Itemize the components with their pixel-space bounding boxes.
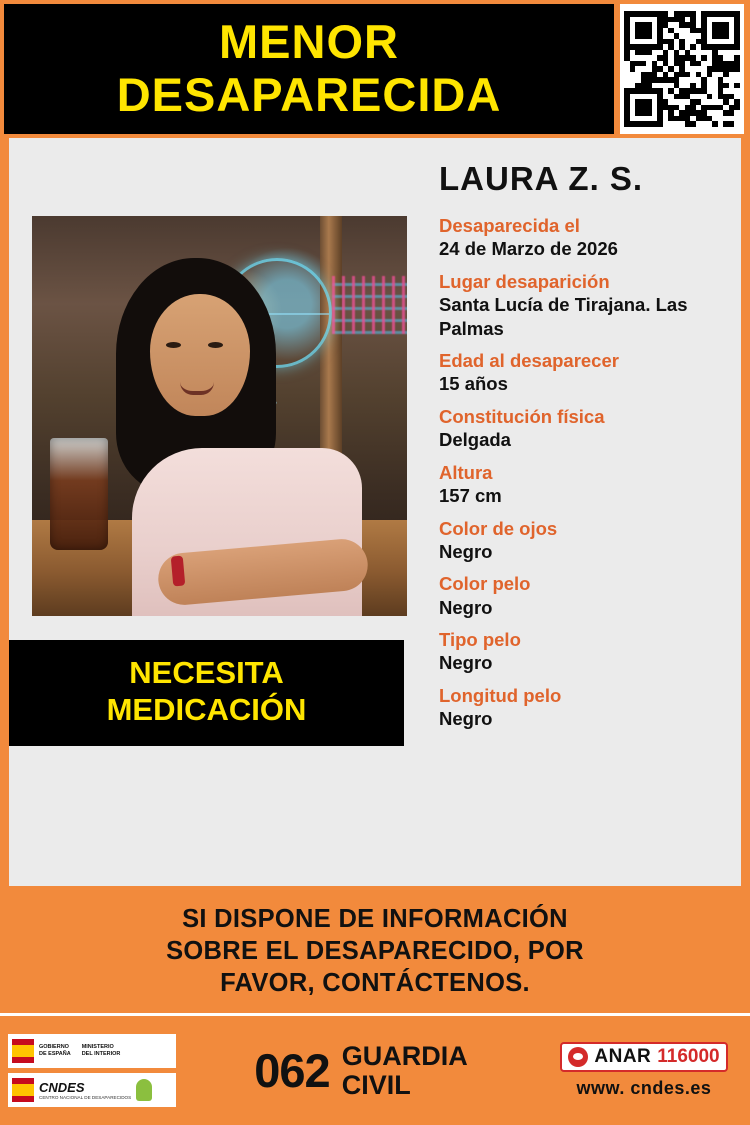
qr-code-icon[interactable] bbox=[620, 4, 744, 134]
person-eye-right bbox=[208, 342, 223, 348]
cndes-figure-icon bbox=[136, 1079, 152, 1101]
anar-logo bbox=[560, 1042, 727, 1072]
details-list bbox=[439, 214, 727, 731]
header-title-banner bbox=[4, 4, 614, 134]
government-logo bbox=[8, 1034, 176, 1068]
detail-label: Desaparecida el bbox=[439, 215, 580, 236]
detail-value: Negro bbox=[439, 596, 493, 618]
header-title-line1: MENOR bbox=[219, 15, 399, 69]
medication-line2: MEDICACIÓN bbox=[106, 692, 307, 728]
anar-number: 116000 bbox=[657, 1046, 720, 1067]
detail-field bbox=[439, 461, 727, 508]
detail-label: Constitución física bbox=[439, 406, 605, 428]
gov-logo-line1: GOBIERNO bbox=[39, 1044, 69, 1051]
anar-label: ANAR bbox=[594, 1046, 652, 1067]
detail-label: Lugar desaparición bbox=[439, 270, 610, 292]
detail-value: 157 cm bbox=[439, 484, 502, 506]
anar-child-icon bbox=[568, 1047, 588, 1067]
spain-flag-icon bbox=[12, 1039, 34, 1063]
poster-footer bbox=[0, 1013, 750, 1125]
detail-field bbox=[439, 349, 727, 396]
anar-block bbox=[546, 1042, 742, 1099]
person-bracelet bbox=[171, 556, 186, 587]
institution-logos bbox=[8, 1034, 176, 1107]
detail-value: Negro bbox=[439, 652, 493, 674]
cta-line3: FAVOR, CONTÁCTENOS. bbox=[220, 968, 530, 997]
avatar bbox=[32, 216, 407, 616]
decor-lights bbox=[332, 276, 407, 334]
qr-code-matrix bbox=[624, 11, 740, 127]
detail-value: 24 de Marzo de 2026 bbox=[439, 238, 618, 260]
detail-value: Delgada bbox=[439, 429, 511, 451]
detail-value: Negro bbox=[439, 540, 493, 562]
detail-value: 15 años bbox=[439, 373, 508, 395]
detail-label: Tipo pelo bbox=[439, 629, 521, 651]
phone-number: 062 bbox=[254, 1044, 330, 1097]
detail-field bbox=[439, 270, 727, 340]
ministry-line2: DEL INTERIOR bbox=[81, 1051, 121, 1057]
details-column bbox=[429, 138, 741, 886]
cta-line1: SI DISPONE DE INFORMACIÓN bbox=[182, 904, 568, 933]
emergency-phone-block bbox=[176, 1042, 546, 1099]
decor-glass bbox=[50, 438, 108, 550]
coat-of-arms-icon bbox=[12, 1078, 34, 1102]
photo-column bbox=[9, 138, 429, 886]
detail-value: Negro bbox=[439, 708, 493, 730]
medication-banner bbox=[9, 640, 404, 746]
person-face bbox=[150, 294, 250, 416]
poster-body bbox=[6, 138, 744, 886]
detail-label: Altura bbox=[439, 461, 493, 483]
detail-label: Longitud pelo bbox=[439, 685, 562, 707]
medication-line1: NECESITA bbox=[129, 655, 284, 690]
detail-field bbox=[439, 628, 727, 675]
detail-label: Color de ojos bbox=[439, 517, 558, 539]
detail-field bbox=[439, 517, 727, 564]
detail-label: Edad al desaparecer bbox=[439, 350, 619, 372]
photo-background bbox=[32, 216, 407, 616]
cta-line2: SOBRE EL DESAPARECIDO, POR bbox=[166, 936, 584, 965]
cndes-label: CNDES bbox=[39, 1080, 85, 1095]
detail-value: Santa Lucía de Tirajana. Las Palmas bbox=[439, 293, 688, 339]
person-eye-left bbox=[166, 342, 181, 348]
force-line2: CIVIL bbox=[341, 1069, 411, 1100]
poster-header bbox=[0, 0, 750, 138]
page-title: LAURA Z. S. bbox=[439, 160, 644, 197]
detail-label: Color pelo bbox=[439, 573, 531, 595]
cndes-sub: CENTRO NACIONAL DE DESAPARECIDOS bbox=[39, 1095, 132, 1100]
contact-callout bbox=[0, 886, 750, 1013]
detail-field bbox=[439, 214, 727, 261]
detail-field bbox=[439, 684, 727, 731]
header-title-line2: DESAPARECIDA bbox=[116, 68, 502, 121]
detail-field bbox=[439, 405, 727, 452]
website-link[interactable]: www. cndes.es bbox=[576, 1078, 712, 1098]
gov-logo-line2: DE ESPAÑA bbox=[39, 1051, 71, 1057]
detail-field bbox=[439, 572, 727, 619]
ministry-line1: MINISTERIO bbox=[81, 1044, 114, 1051]
force-line1: GUARDIA bbox=[341, 1041, 468, 1072]
cndes-logo bbox=[8, 1073, 176, 1107]
